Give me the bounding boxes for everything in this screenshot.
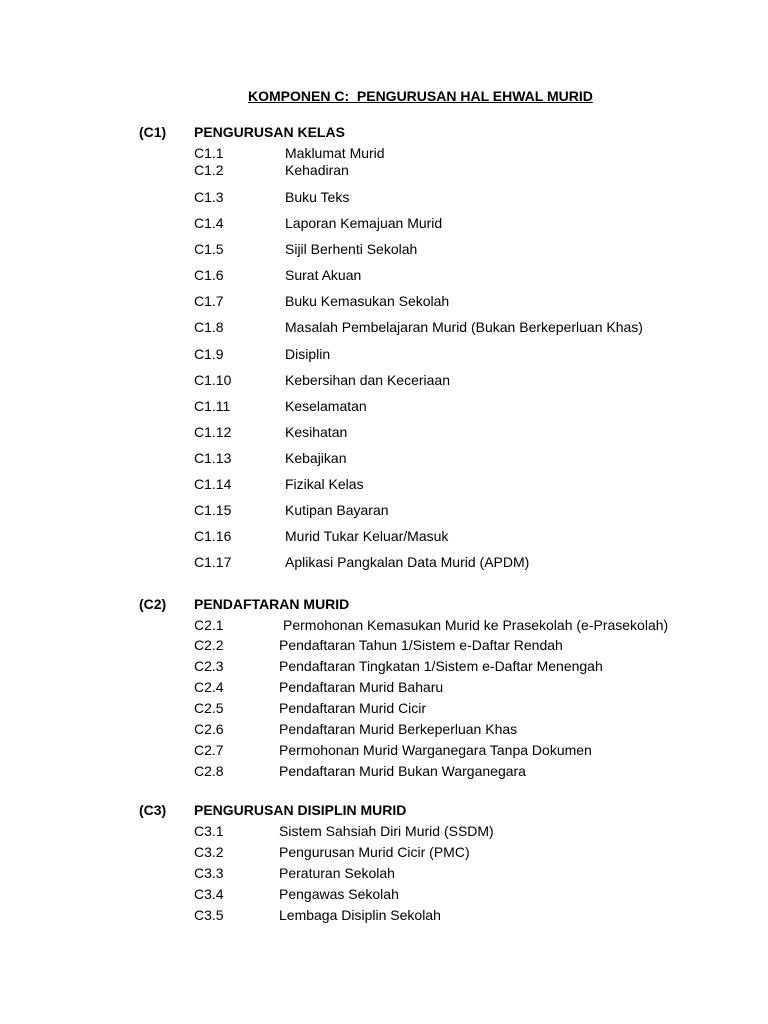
- item-label: Kutipan Bayaran: [285, 502, 389, 518]
- item-label: Sistem Sahsiah Diri Murid (SSDM): [279, 823, 494, 839]
- item-code: C3.3: [194, 865, 224, 881]
- item-code: C2.7: [194, 742, 224, 758]
- item-label: Pendaftaran Tingkatan 1/Sistem e-Daftar Menengah: [279, 658, 603, 674]
- item-code: C2.4: [194, 679, 224, 695]
- item-code: C2.3: [194, 658, 224, 674]
- item-label: Murid Tukar Keluar/Masuk: [285, 528, 449, 544]
- item-label: Disiplin: [285, 346, 331, 362]
- item-label: Pendaftaran Murid Bukan Warganegara: [279, 763, 526, 779]
- section-code: (C1): [139, 124, 167, 140]
- item-code: C3.2: [194, 844, 224, 860]
- item-code: C1.6: [194, 267, 224, 283]
- item-label: Kehadiran: [285, 162, 349, 178]
- item-label: Permohonan Kemasukan Murid ke Prasekolah (e-Prasekolah): [283, 617, 669, 633]
- item-label: Peraturan Sekolah: [279, 865, 395, 881]
- item-code: C1.14: [194, 476, 232, 492]
- item-code: C2.5: [194, 700, 224, 716]
- section-code: (C3): [139, 802, 167, 818]
- item-label: Fizikal Kelas: [285, 476, 364, 492]
- item-label: Pendaftaran Murid Baharu: [279, 679, 444, 695]
- item-code: C1.5: [194, 241, 224, 257]
- item-label: Pengurusan Murid Cicir (PMC): [279, 844, 470, 860]
- item-label: Kesihatan: [285, 424, 348, 440]
- item-code: C1.4: [194, 215, 224, 231]
- item-label: Pendaftaran Murid Cicir: [279, 700, 427, 716]
- item-label: Pengawas Sekolah: [279, 886, 399, 902]
- item-code: C1.11: [194, 398, 231, 414]
- item-label: Masalah Pembelajaran Murid (Bukan Berkeperluan Khas): [285, 319, 643, 335]
- item-code: C1.9: [194, 346, 224, 362]
- item-code: C3.4: [194, 886, 224, 902]
- section-title: PENGURUSAN KELAS: [194, 124, 345, 140]
- item-code: C1.12: [194, 424, 232, 440]
- item-code: C2.1: [194, 617, 224, 633]
- item-code: C1.16: [194, 528, 232, 544]
- item-code: C1.17: [194, 554, 232, 570]
- item-label: Lembaga Disiplin Sekolah: [279, 907, 441, 923]
- item-label: Surat Akuan: [285, 267, 362, 283]
- item-code: C3.1: [194, 823, 224, 839]
- item-code: C1.2: [194, 162, 224, 178]
- item-label: Kebajikan: [285, 450, 347, 466]
- item-code: C1.7: [194, 293, 224, 309]
- item-label: Keselamatan: [285, 398, 367, 414]
- item-code: C1.3: [194, 189, 224, 205]
- section-title: PENGURUSAN DISIPLIN MURID: [194, 802, 407, 818]
- item-label: Permohonan Murid Warganegara Tanpa Dokumen: [279, 742, 592, 758]
- item-code: C1.13: [194, 450, 232, 466]
- item-label: Maklumat Murid: [285, 145, 385, 161]
- item-code: C1.1: [194, 145, 224, 161]
- item-label: Sijil Berhenti Sekolah: [285, 241, 418, 257]
- item-code: C1.15: [194, 502, 232, 518]
- item-code: C1.8: [194, 319, 224, 335]
- item-label: Buku Kemasukan Sekolah: [285, 293, 450, 309]
- section-code: (C2): [139, 596, 167, 612]
- item-label: Laporan Kemajuan Murid: [285, 215, 443, 231]
- document-title: KOMPONEN C: PENGURUSAN HAL EHWAL MURID: [248, 88, 593, 104]
- item-code: C3.5: [194, 907, 224, 923]
- item-label: Aplikasi Pangkalan Data Murid (APDM): [285, 554, 530, 570]
- item-code: C2.2: [194, 637, 224, 653]
- section-title: PENDAFTARAN MURID: [194, 596, 350, 612]
- item-label: Pendaftaran Murid Berkeperluan Khas: [279, 721, 518, 737]
- item-code: C2.8: [194, 763, 224, 779]
- item-code: C1.10: [194, 372, 232, 388]
- item-label: Buku Teks: [285, 189, 350, 205]
- item-label: Kebersihan dan Keceriaan: [285, 372, 451, 388]
- item-label: Pendaftaran Tahun 1/Sistem e-Daftar Rendah: [279, 637, 563, 653]
- item-code: C2.6: [194, 721, 224, 737]
